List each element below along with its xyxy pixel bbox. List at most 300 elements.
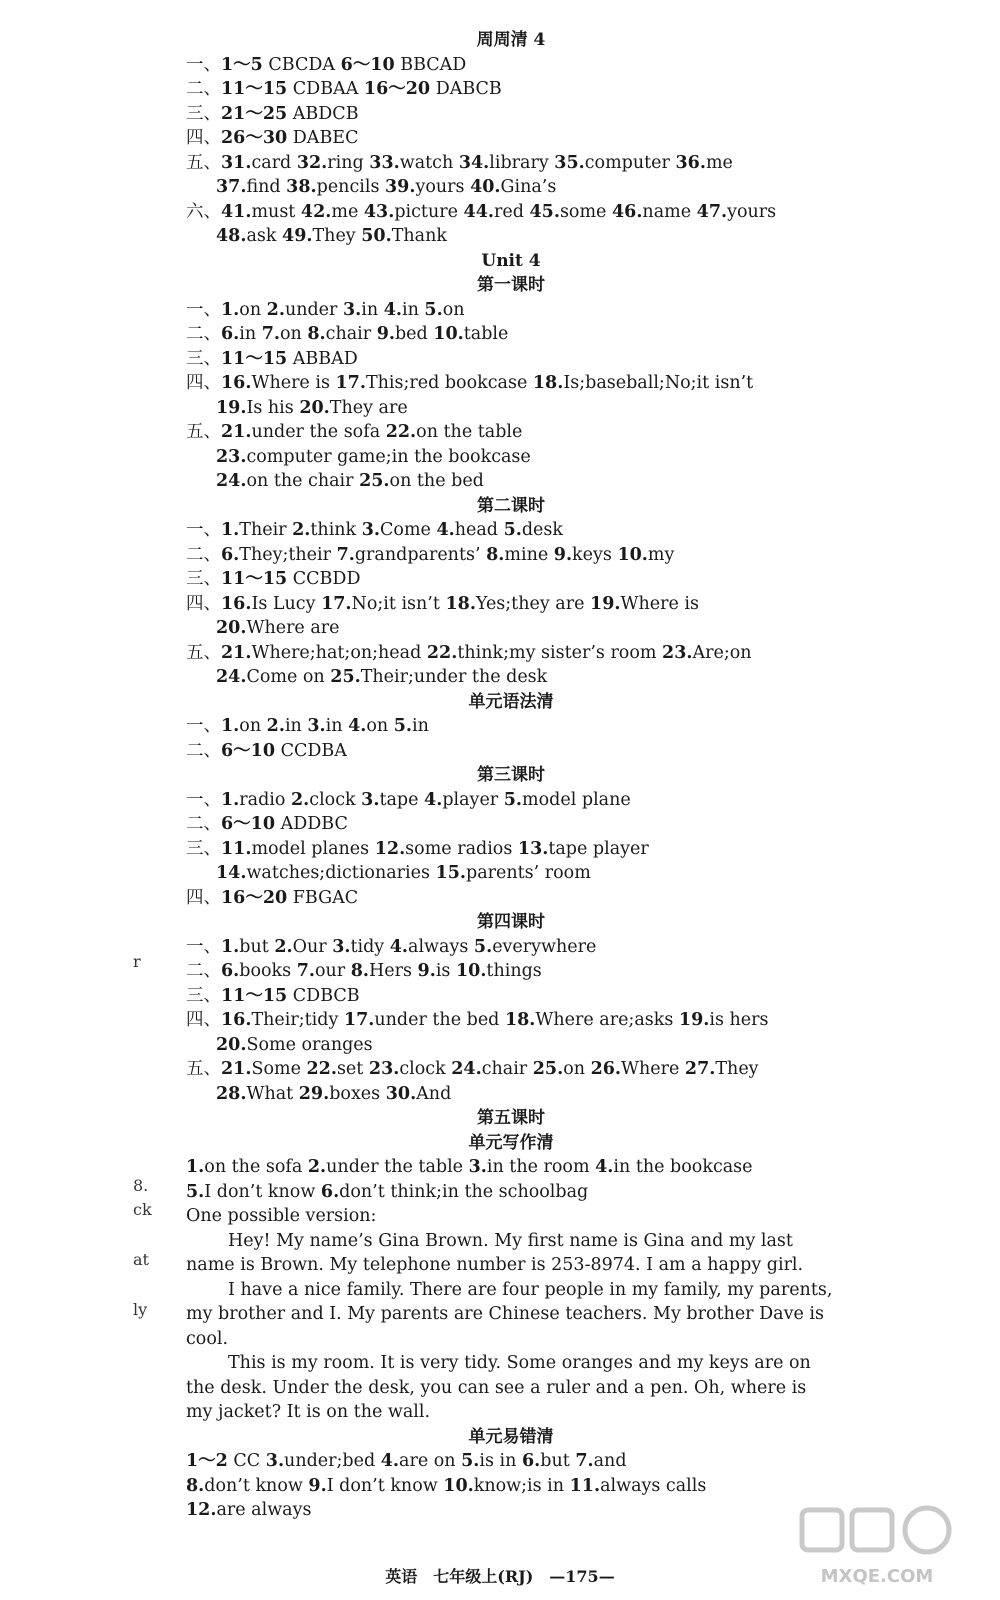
answer-text: always calls [600, 1475, 707, 1496]
answer-text: desk [521, 520, 564, 540]
question-number: 42. [300, 201, 332, 222]
answer-text: And [416, 1083, 452, 1104]
answer-text: clock [399, 1059, 452, 1079]
question-number: 3. [361, 789, 380, 810]
question-number: 4. [436, 520, 455, 540]
question-number: 2. [307, 1157, 327, 1177]
answer-text: on the table [416, 422, 523, 442]
answer-text: 五、 [186, 642, 221, 663]
question-number: 20. [299, 397, 330, 418]
answer-text: CC [227, 1451, 266, 1471]
question-number: 30. [385, 1083, 417, 1104]
question-number: 33. [369, 152, 400, 173]
answer-text: me [331, 201, 364, 222]
answer-text: but [239, 936, 275, 957]
answer-text: books [239, 961, 297, 981]
question-number: 25. [532, 1059, 564, 1079]
answer-text: 二、 [186, 79, 221, 99]
question-number: 19. [590, 593, 621, 614]
answer-line [186, 224, 836, 249]
margin-fragment: 8. [133, 1176, 149, 1195]
answer-text: our [314, 961, 351, 981]
answer-text: on [239, 716, 267, 736]
answer-text: under the sofa [251, 422, 386, 442]
answer-text: grandparents’ [354, 544, 487, 565]
question-number: 37. [216, 177, 247, 197]
answer-text: Is his [246, 397, 300, 418]
answer-text: 四、 [186, 128, 221, 148]
question-number: 17. [321, 593, 352, 614]
answer-text: in the bookcase [613, 1157, 753, 1177]
question-number: 29. [298, 1083, 330, 1104]
answer-line [186, 616, 836, 641]
answer-text: Is Lucy [251, 593, 322, 614]
answer-text: me [705, 152, 733, 173]
answer-text: think [310, 520, 362, 540]
question-number: 9. [553, 544, 573, 565]
answer-text: Where;hat;on;head [251, 642, 427, 663]
answer-text: DABCB [430, 79, 502, 99]
question-number: 15. [435, 863, 466, 883]
answer-text: computer [584, 152, 676, 173]
question-number: 38. [286, 177, 317, 197]
answer-text: Where are [246, 618, 340, 638]
question-number: 10. [617, 544, 648, 565]
question-number: 7. [296, 961, 315, 981]
answer-text: know;is in [473, 1475, 570, 1496]
question-number: 3. [265, 1451, 285, 1471]
answer-text: Our [292, 936, 333, 957]
answer-text: They are [329, 397, 408, 418]
answer-text: 一、 [186, 299, 221, 320]
essay-intro: One possible version: [186, 1206, 377, 1226]
question-number: 3. [468, 1157, 487, 1177]
answer-text: on [442, 299, 465, 320]
answer-text: 二、 [186, 814, 221, 834]
question-number: 34. [458, 152, 490, 173]
question-number: 23. [216, 446, 247, 467]
question-number: 6～10 [221, 740, 276, 761]
answer-text: ring [327, 152, 370, 173]
answer-line [186, 1449, 836, 1474]
answer-line [186, 1008, 836, 1033]
answer-text: Yes;they are [475, 593, 591, 614]
question-number: 22. [306, 1059, 337, 1079]
answer-text: Come [380, 520, 437, 540]
answer-text: CDBAA [287, 79, 364, 99]
answer-text: is [435, 961, 456, 981]
question-number: 16. [221, 1010, 252, 1030]
section-heading: 周周清 4 [476, 30, 546, 50]
question-number: 9. [308, 1475, 327, 1496]
question-number: 18. [504, 1010, 536, 1030]
answer-text: but [540, 1451, 576, 1471]
question-number: 26～30 [221, 128, 288, 148]
margin-fragment: ck [133, 1200, 152, 1219]
question-number: 4. [424, 789, 443, 810]
question-number: 11～15 [221, 569, 288, 589]
question-number: 24. [216, 667, 247, 687]
question-number: 8. [486, 544, 505, 565]
question-number: 25. [359, 471, 390, 491]
question-number: 17. [335, 373, 366, 393]
question-number: 2. [274, 936, 293, 957]
answer-text: tape player [548, 838, 649, 859]
answer-text: 一、 [186, 520, 221, 540]
section-heading: 第五课时 [477, 1108, 545, 1128]
question-number: 27. [684, 1059, 716, 1079]
answer-text: watches;dictionaries [246, 863, 436, 883]
section-heading: 单元写作清 [468, 1132, 554, 1153]
question-number: 36. [675, 152, 706, 173]
answer-text: pencils [316, 177, 385, 197]
answer-content [186, 28, 836, 1523]
answer-line [186, 53, 836, 78]
question-number: 19. [678, 1010, 710, 1030]
question-number: 5. [503, 520, 522, 540]
question-number: 23. [662, 642, 693, 663]
answer-text: library [489, 152, 555, 173]
answer-line [186, 788, 836, 813]
answer-text: DABEC [287, 128, 359, 148]
answer-text: 二、 [186, 961, 221, 981]
question-number: 6. [320, 1181, 340, 1202]
answer-line [186, 77, 836, 102]
question-number: 5. [461, 1451, 480, 1471]
answer-text: 一、 [186, 936, 221, 957]
question-number: 20. [216, 1034, 247, 1055]
answer-line [186, 592, 836, 617]
answer-text: on the bed [389, 471, 484, 491]
question-number: 16. [221, 373, 252, 393]
question-number: 6. [521, 1451, 541, 1471]
question-number: 2. [292, 520, 311, 540]
question-number: 7. [336, 544, 355, 565]
section-heading: 单元语法清 [468, 691, 554, 712]
question-number: 3. [332, 936, 351, 957]
answer-line [186, 886, 836, 911]
answer-line [186, 935, 836, 960]
answer-text: 二、 [186, 324, 221, 344]
answer-line [186, 714, 836, 739]
question-number: 5. [424, 299, 443, 320]
answer-text: Their;tidy [251, 1010, 344, 1030]
question-number: 10. [455, 961, 487, 981]
question-number: 10. [433, 324, 464, 344]
question-number: 17. [343, 1010, 375, 1030]
answer-text: CDBCB [287, 985, 360, 1006]
answer-text: Their [239, 520, 293, 540]
answer-text: radio [239, 789, 291, 810]
question-number: 18. [532, 373, 564, 393]
answer-text: my [647, 544, 675, 565]
answer-text: Where [621, 1059, 685, 1079]
answer-text: clock [309, 789, 362, 810]
answer-line [186, 396, 836, 421]
question-number: 14. [216, 863, 247, 883]
answer-text: 六、 [186, 201, 221, 222]
answer-text: under the table [326, 1157, 469, 1177]
answer-text: This;red bookcase [365, 373, 533, 393]
question-number: 32. [296, 152, 328, 173]
answer-text: What [246, 1083, 299, 1104]
answer-text: under;bed [284, 1451, 381, 1471]
answer-text: Where are;asks [535, 1010, 679, 1030]
answer-line [186, 126, 836, 151]
answer-text: watch [399, 152, 459, 173]
answer-line [186, 420, 836, 445]
answer-text: are on [399, 1451, 462, 1471]
answer-text: Thank [391, 226, 447, 246]
answer-text: bed [394, 324, 434, 344]
answer-text: is in [479, 1451, 522, 1471]
answer-text: 一、 [186, 789, 221, 810]
answer-text: model plane [522, 789, 631, 810]
question-number: 1. [221, 789, 240, 810]
answer-line [186, 518, 836, 543]
answer-line [186, 861, 836, 886]
answer-text: yours [415, 177, 471, 197]
question-number: 11. [569, 1475, 601, 1496]
answer-text: table [463, 324, 509, 344]
question-number: 8. [307, 324, 326, 344]
answer-text: FBGAC [287, 887, 359, 908]
answer-text: BBCAD [394, 54, 467, 75]
question-number: 11. [221, 838, 252, 859]
answer-text: 四、 [186, 887, 221, 908]
answer-text: Come on [246, 667, 331, 687]
page-footer: 英语 七年级上(RJ) —175— [385, 1567, 615, 1586]
answer-line [186, 665, 836, 690]
question-number: 4. [348, 716, 367, 736]
question-number: 2. [266, 716, 285, 736]
question-number: 5. [503, 789, 523, 810]
answer-text: 五、 [186, 1059, 221, 1079]
question-number: 1. [221, 716, 240, 736]
answer-text: CCDBA [275, 740, 347, 761]
answer-text: yours [727, 201, 777, 222]
question-number: 22. [426, 642, 458, 663]
answer-text: Gina’s [500, 177, 557, 197]
answer-text: must [251, 201, 301, 222]
essay-paragraph: Hey! My name’s Gina Brown. My first name is Gina and my last name is Brown. My telephone number is 253-8974. I am a happy girl. [186, 1230, 804, 1275]
answer-text: in [361, 299, 384, 320]
answer-text: Where is [251, 373, 336, 393]
question-number: 7. [261, 324, 280, 344]
answer-text: CBCDA [262, 54, 341, 75]
answer-line [186, 102, 836, 127]
answer-text: name [642, 201, 697, 222]
question-number: 12. [374, 838, 406, 859]
answer-text: They;their [239, 544, 337, 565]
answer-text: computer game;in the bookcase [246, 446, 531, 467]
question-number: 1. [186, 1157, 205, 1177]
answer-text: I don’t know [204, 1181, 321, 1202]
question-number: 2. [290, 789, 310, 810]
answer-text: ADDBC [275, 814, 348, 834]
question-number: 7. [575, 1451, 594, 1471]
answer-text: think;my sister’s room [457, 642, 663, 663]
question-number: 12. [186, 1500, 217, 1520]
answer-text: is hers [709, 1010, 769, 1030]
question-number: 21. [221, 1059, 252, 1079]
essay-paragraph: This is my room. It is very tidy. Some oranges and my keys are on the desk. Under the desk, you can see a ruler and a pen. Oh, where is my jacket? It is on the wall. [186, 1353, 811, 1422]
answer-text: 三、 [186, 103, 221, 124]
margin-fragment: ly [133, 1300, 148, 1319]
answer-text: chair [325, 324, 377, 344]
answer-text: picture [394, 201, 464, 222]
question-number: 6. [221, 544, 240, 565]
question-number: 4. [389, 936, 409, 957]
answer-text: 五、 [186, 422, 221, 442]
answer-line [186, 739, 836, 764]
section-heading: 第二课时 [477, 495, 545, 516]
answer-text: 五、 [186, 152, 221, 173]
answer-text: in [239, 324, 262, 344]
question-number: 21. [221, 422, 252, 442]
answer-text: on the sofa [204, 1157, 308, 1177]
question-number: 3. [361, 520, 381, 540]
answer-line [186, 543, 836, 568]
question-number: 6. [221, 324, 240, 344]
answer-text: are always [216, 1500, 312, 1520]
answer-text: find [246, 177, 287, 197]
question-number: 5. [186, 1181, 205, 1202]
question-number: 16～20 [221, 887, 288, 908]
answer-text: head [454, 520, 504, 540]
question-number: 39. [385, 177, 416, 197]
answer-text: model planes [251, 838, 375, 859]
answer-text: on [563, 1059, 591, 1079]
question-number: 50. [361, 226, 392, 246]
answer-text: don’t know [204, 1475, 309, 1496]
answer-line [186, 1057, 836, 1082]
question-number: 43. [363, 201, 395, 222]
question-number: 47. [696, 201, 728, 222]
answer-line [186, 984, 836, 1009]
answer-line [186, 371, 836, 396]
answer-line [186, 641, 836, 666]
answer-text: on [366, 716, 394, 736]
question-number: 23. [368, 1059, 400, 1079]
question-number: 21～25 [221, 103, 288, 124]
answer-text: Are;on [692, 642, 752, 663]
answer-text: They [715, 1059, 759, 1079]
essay-paragraph: I have a nice family. There are four people in my family, my parents, my brother and I. My parents are Chinese teachers. My brother Dave is cool. [186, 1279, 833, 1349]
question-number: 5. [473, 936, 493, 957]
answer-text: 三、 [186, 985, 221, 1006]
answer-line [186, 200, 836, 225]
section-heading: 单元易错清 [468, 1426, 554, 1447]
question-number: 25. [330, 667, 361, 687]
section-heading: 第四课时 [477, 912, 545, 932]
answer-text: things [486, 961, 542, 981]
question-number: 1～2 [186, 1451, 228, 1471]
answer-text: 三、 [186, 348, 221, 369]
answer-text: tidy [350, 936, 390, 957]
answer-text: on [239, 299, 267, 320]
answer-text: in [412, 716, 429, 736]
answer-text: red [493, 201, 530, 222]
question-number: 19. [216, 397, 247, 418]
watermark-logo [782, 1502, 972, 1592]
answer-line [186, 298, 836, 323]
question-number: 45. [529, 201, 560, 222]
question-number: 4. [595, 1157, 614, 1177]
answer-text: everywhere [492, 936, 597, 957]
answer-text: No;it isn’t [351, 593, 446, 614]
answer-line [186, 469, 836, 494]
answer-text: They [312, 226, 362, 246]
answer-line [186, 567, 836, 592]
answer-line [186, 837, 836, 862]
question-number: 4. [380, 1451, 400, 1471]
question-number: 44. [463, 201, 494, 222]
answer-text: card [251, 152, 297, 173]
question-number: 18. [445, 593, 476, 614]
answer-text: under [284, 299, 343, 320]
answer-text: in the room [486, 1157, 596, 1177]
answer-line [186, 1180, 836, 1205]
answer-line [186, 151, 836, 176]
question-number: 46. [611, 201, 643, 222]
question-number: 40. [470, 177, 501, 197]
answer-text: Their;under the desk [360, 667, 548, 687]
answer-line [186, 1082, 836, 1107]
answer-text: keys [572, 544, 618, 565]
answer-text: don’t think;in the schoolbag [339, 1181, 589, 1202]
answer-line [186, 1155, 836, 1180]
question-number: 1. [221, 299, 240, 320]
answer-text: 二、 [186, 740, 221, 761]
question-number: 20. [216, 618, 247, 638]
question-number: 26. [590, 1059, 622, 1079]
answer-text: ask [246, 226, 283, 246]
answer-text: 四、 [186, 593, 221, 614]
question-number: 10. [443, 1475, 474, 1496]
answer-text: 一、 [186, 54, 221, 75]
question-number: 16. [221, 593, 252, 614]
question-number: 48. [216, 226, 247, 246]
answer-text: 三、 [186, 838, 221, 859]
answer-text: in [284, 716, 308, 736]
question-number: 4. [383, 299, 402, 320]
question-number: 24. [451, 1059, 482, 1079]
answer-line [186, 1474, 836, 1499]
question-number: 24. [216, 471, 247, 491]
question-number: 1～5 [221, 54, 263, 75]
question-number: 6～10 [221, 814, 276, 834]
section-heading: 第三课时 [477, 765, 545, 785]
margin-fragment: r [133, 952, 141, 971]
question-number: 8. [186, 1475, 205, 1496]
question-number: 22. [385, 422, 417, 442]
question-number: 3. [342, 299, 362, 320]
question-number: 16～20 [363, 79, 431, 99]
answer-text: tape [379, 789, 425, 810]
answer-text: always [408, 936, 474, 957]
question-number: 1. [221, 936, 240, 957]
answer-text: 一、 [186, 716, 221, 736]
answer-line [186, 175, 836, 200]
question-number: 35. [554, 152, 585, 173]
answer-text: ABBAD [287, 348, 358, 369]
answer-text: 三、 [186, 569, 221, 589]
answer-text: 二、 [186, 544, 221, 565]
question-number: 11～15 [221, 985, 288, 1006]
section-heading: 第一课时 [477, 275, 545, 295]
answer-line [186, 1498, 836, 1523]
